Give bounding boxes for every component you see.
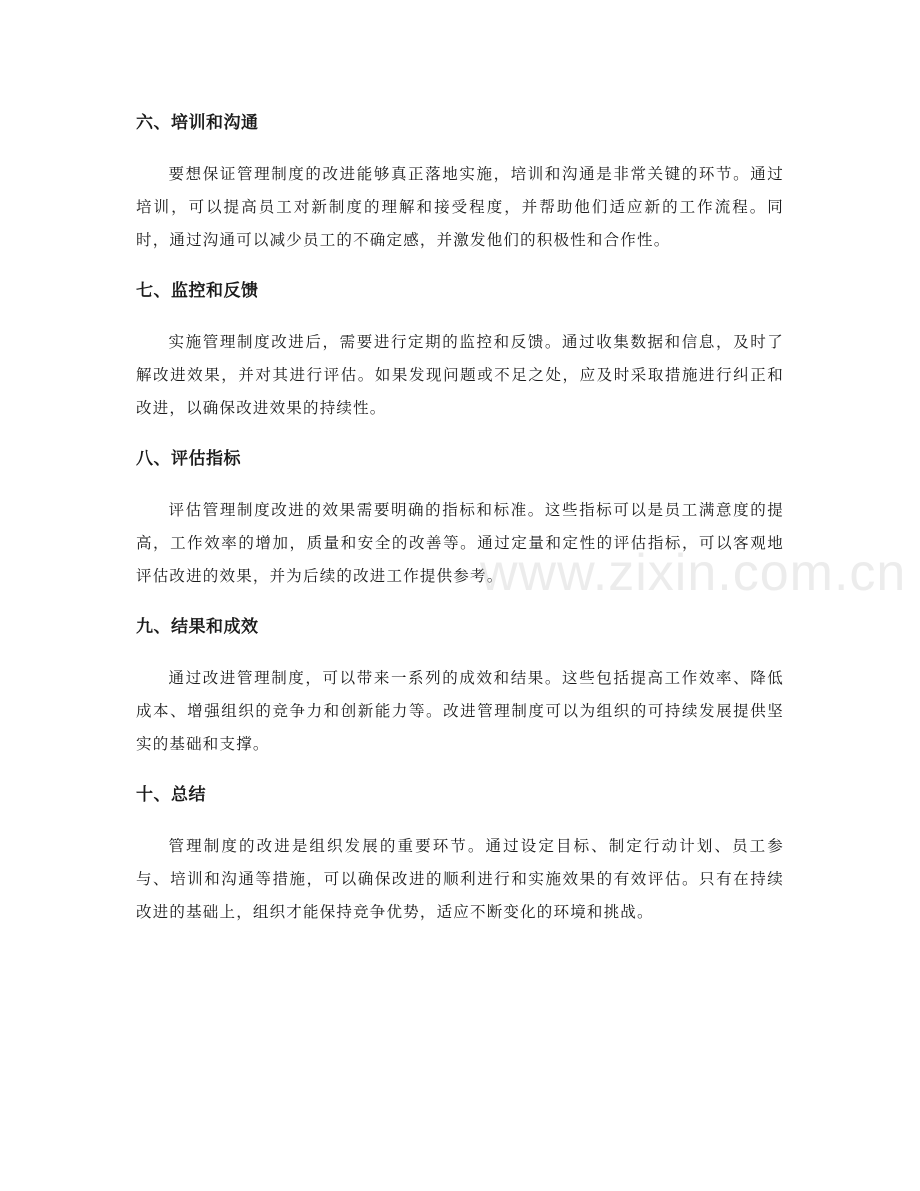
section-body-9: 通过改进管理制度，可以带来一系列的成效和结果。这些包括提高工作效率、降低成本、增强组织的竞争力和创新能力等。改进管理制度可以为组织的可持续发展提供坚实的基础和支撑。 <box>136 669 784 753</box>
section-heading-8: 八、评估指标 <box>136 449 241 469</box>
section-body-7: 实施管理制度改进后，需要进行定期的监控和反馈。通过收集数据和信息，及时了解改进效果，并对其进行评估。如果发现问题或不足之处，应及时采取措施进行纠正和改进，以确保改进效果的持续性。 <box>136 333 784 417</box>
section-heading-7: 七、监控和反馈 <box>136 281 259 301</box>
section-heading-9: 九、结果和成效 <box>136 617 259 637</box>
document-content <box>136 108 784 948</box>
section-body-6: 要想保证管理制度的改进能够真正落地实施，培训和沟通是非常关键的环节。通过培训，可以提高员工对新制度的理解和接受程度，并帮助他们适应新的工作流程。同时，通过沟通可以减少员工的不确定感，并激发他们的积极性和合作性。 <box>136 165 784 249</box>
section-heading-6: 六、培训和沟通 <box>136 113 259 133</box>
section-body-10: 管理制度的改进是组织发展的重要环节。通过设定目标、制定行动计划、员工参与、培训和沟通等措施，可以确保改进的顺利进行和实施效果的有效评估。只有在持续改进的基础上，组织才能保持竞争优势，适应不断变化的环境和挑战。 <box>136 837 784 921</box>
section-body-8: 评估管理制度改进的效果需要明确的指标和标准。这些指标可以是员工满意度的提高，工作效率的增加，质量和安全的改善等。通过定量和定性的评估指标，可以客观地评估改进的效果，并为后续的改进工作提供参考。 <box>136 501 784 585</box>
section-heading-10: 十、总结 <box>136 785 206 805</box>
watermark: www.zixin.com.cn <box>480 544 907 602</box>
